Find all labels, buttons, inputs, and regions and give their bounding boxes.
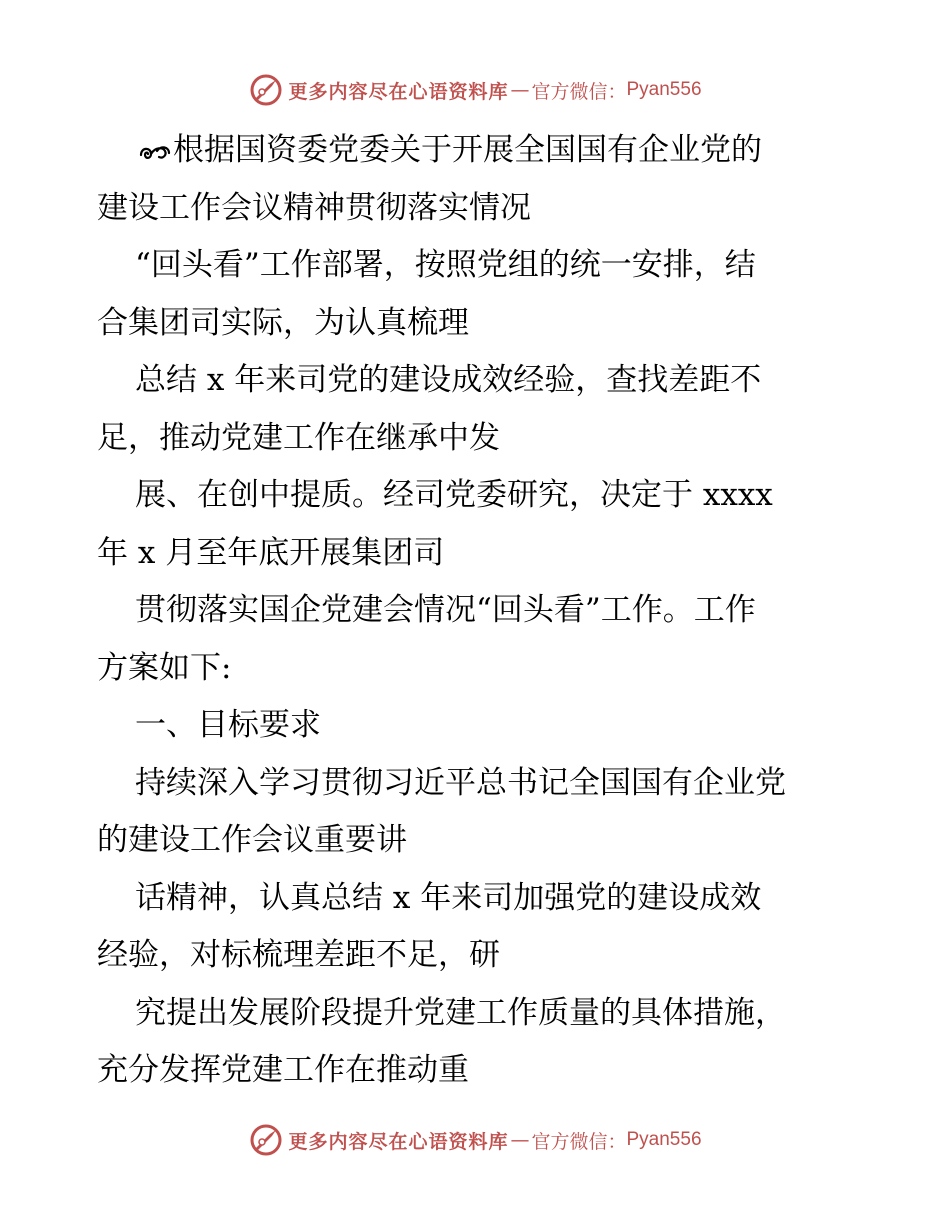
banner-brand-text: 更多内容尽在心语资料库 — [288, 1130, 509, 1153]
paragraph-line: 建设工作会议精神贯彻落实情况 — [97, 189, 531, 226]
banner-separator: — — [510, 1129, 530, 1151]
paragraph-line: 贯彻落实国企党建会情况“回头看”工作。工作 — [135, 592, 756, 628]
paragraph-line: 究提出发展阶段提升党建工作质量的具体措施， — [135, 994, 786, 1031]
banner-wechat-id: Pyan556 — [626, 1129, 702, 1150]
header-banner — [0, 70, 950, 110]
paragraph-line: 经验，对标梳理差距不足，研 — [97, 937, 500, 973]
paragraph-line: 充分发挥党建工作在推动重 — [97, 1052, 469, 1088]
paragraph-line: 的建设工作会议重要讲 — [97, 822, 407, 858]
paragraph-line: 年 x 月至年底开展集团司 — [97, 534, 445, 571]
paragraph-line: “回头看”工作部署，按照党组的统一安排，结 — [135, 247, 756, 283]
paragraph-line: 根据国资委党委关于开展全国国有企业党的 — [97, 122, 857, 180]
banner-brand-text: 更多内容尽在心语资料库 — [288, 80, 509, 103]
banner-wechat-label: 官方微信： — [531, 1130, 627, 1153]
banner-wechat-label: 官方微信： — [531, 80, 627, 103]
footer-banner — [0, 1120, 950, 1160]
paragraph-line: 持续深入学习贯彻习近平总书记全国国有企业党 — [135, 764, 786, 801]
paragraph-line: 话精神，认真总结 x 年来司加强党的建设成效 — [135, 879, 762, 916]
paragraph-line: 合集团司实际，为认真梳理 — [97, 304, 469, 341]
brand-logo-icon — [248, 72, 284, 108]
paragraph-line: 足，推动党建工作在继承中发 — [97, 419, 500, 456]
brand-logo-icon — [248, 1122, 284, 1158]
swirl-bullet-icon — [135, 137, 173, 167]
document-body — [97, 122, 857, 1100]
banner-wechat-id: Pyan556 — [626, 79, 702, 100]
paragraph-line: 方案如下: — [97, 649, 232, 686]
section-heading: 一、目标要求 — [135, 707, 321, 743]
paragraph-line: 总结 x 年来司党的建设成效经验，查找差距不 — [135, 362, 762, 398]
banner-separator: — — [510, 79, 530, 101]
paragraph-line: 展、在创中提质。经司党委研究，决定于 xxxx — [135, 477, 773, 513]
